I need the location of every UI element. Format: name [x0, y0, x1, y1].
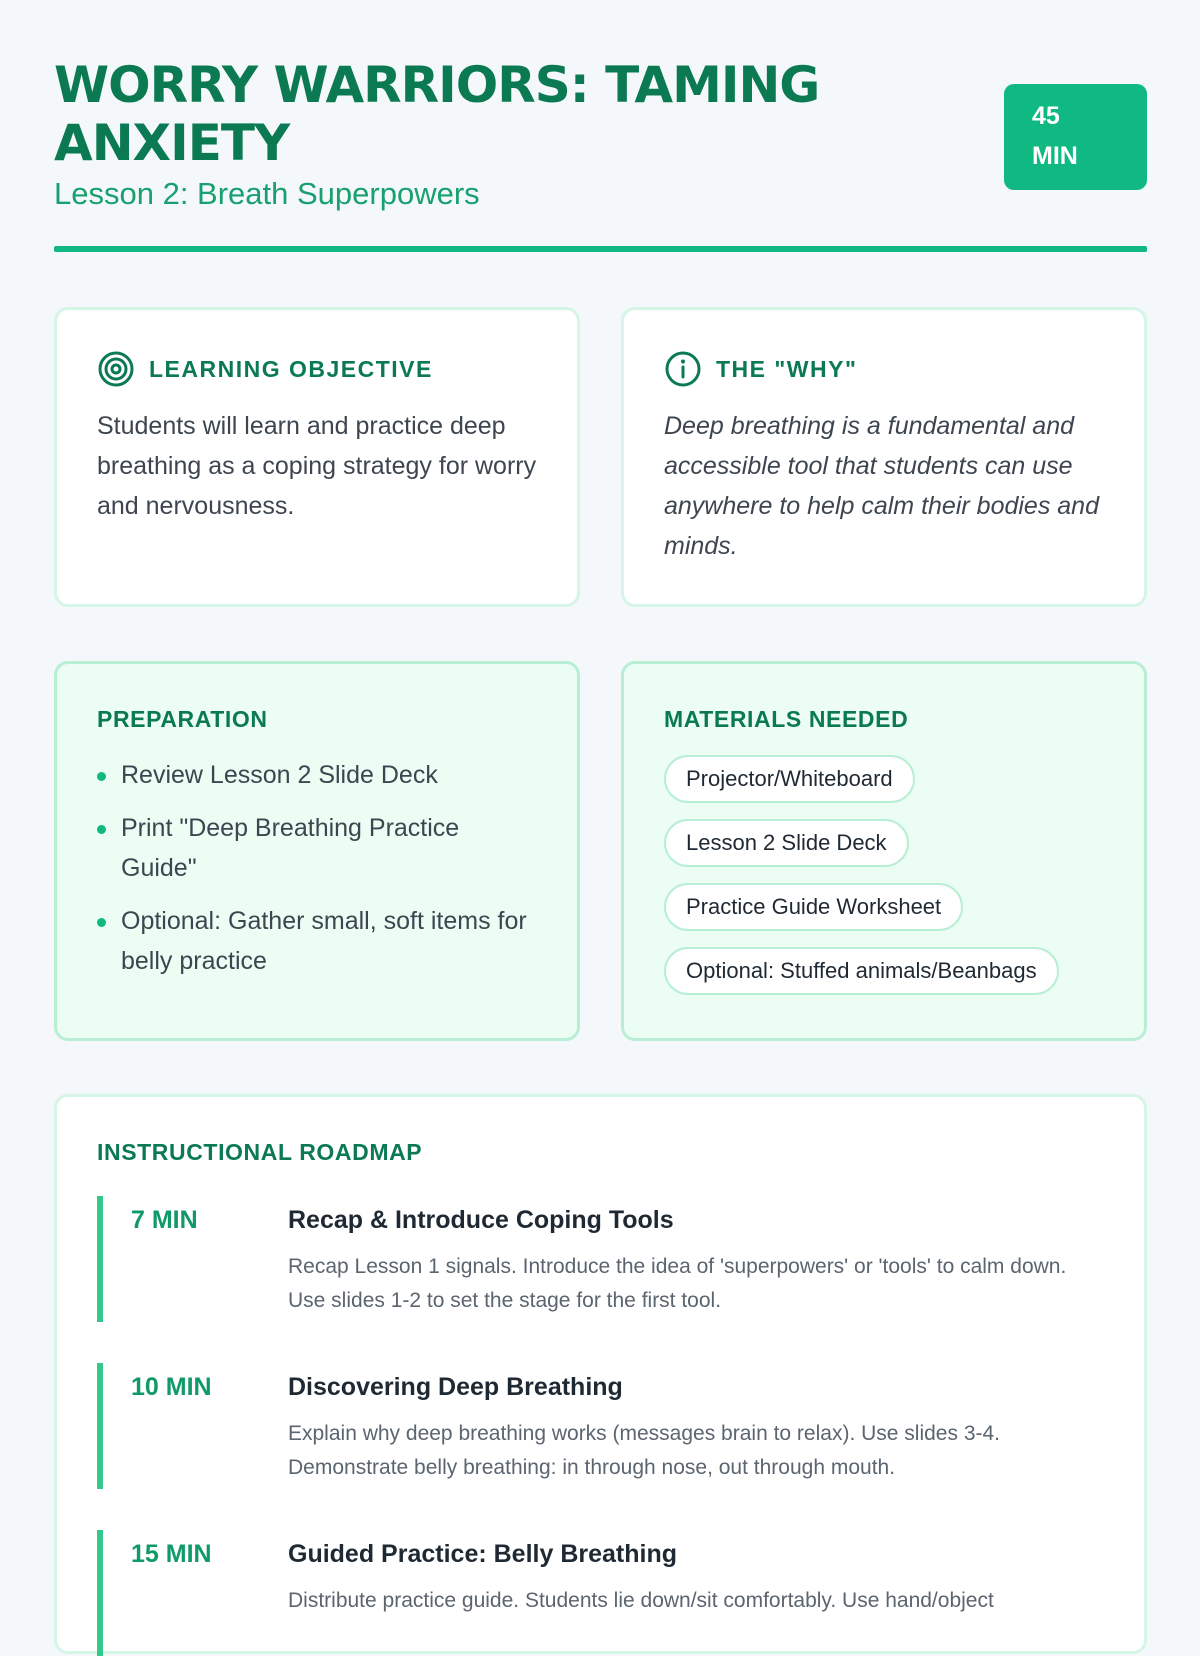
materials-heading: MATERIALS NEEDED	[664, 706, 909, 732]
list-item: Optional: Gather small, soft items for belly practice	[97, 901, 537, 981]
step-time: 15 MIN	[131, 1540, 212, 1568]
preparation-list	[97, 755, 537, 981]
preparation-card	[54, 661, 580, 1041]
page-title: WORRY WARRIORS: TAMING ANXIETY	[54, 56, 820, 172]
materials-card	[621, 661, 1147, 1041]
learning-objective-card	[54, 307, 580, 607]
why-title: THE "WHY"	[716, 355, 858, 382]
list-item: Review Lesson 2 Slide Deck	[97, 755, 537, 795]
step-time: 7 MIN	[131, 1206, 198, 1234]
instructional-roadmap-card	[54, 1094, 1147, 1654]
learning-objective-text: Students will learn and practice deep breathing as a coping strategy for worry and nervousness.	[97, 412, 537, 520]
material-chip: Practice Guide Worksheet	[664, 883, 963, 931]
why-heading	[664, 350, 1104, 388]
roadmap-step	[97, 1530, 1104, 1656]
roadmap-heading: INSTRUCTIONAL ROADMAP	[97, 1139, 423, 1165]
materials-chip-list	[664, 755, 1104, 995]
page-header	[54, 0, 1147, 254]
roadmap-step	[97, 1196, 1104, 1322]
step-description: Explain why deep breathing works (messages brain to relax). Use slides 3-4. Demonstrate belly breathing: in through nose, out through mouth.	[288, 1422, 1001, 1479]
duration-number: 45	[1032, 102, 1060, 130]
target-icon	[97, 350, 135, 388]
roadmap-step	[97, 1363, 1104, 1489]
why-card	[621, 307, 1147, 607]
why-text: Deep breathing is a fundamental and accessible tool that students can use anywhere to help calm their bodies and minds.	[664, 412, 1099, 560]
preparation-heading: PREPARATION	[97, 706, 268, 732]
step-description: Distribute practice guide. Students lie down/sit comfortably. Use hand/object	[288, 1589, 994, 1612]
list-item: Print "Deep Breathing Practice Guide"	[97, 808, 537, 888]
step-title: Discovering Deep Breathing	[288, 1373, 623, 1401]
duration-unit: MIN	[1032, 142, 1078, 170]
learning-objective-heading	[97, 350, 537, 388]
learning-objective-title: LEARNING OBJECTIVE	[149, 355, 433, 382]
step-description: Recap Lesson 1 signals. Introduce the idea of 'superpowers' or 'tools' to calm down. Use slides 1-2 to set the stage for the first tool.	[288, 1255, 1067, 1312]
step-title: Guided Practice: Belly Breathing	[288, 1540, 677, 1568]
duration-badge	[1004, 84, 1147, 190]
material-chip: Lesson 2 Slide Deck	[664, 819, 909, 867]
material-chip: Projector/Whiteboard	[664, 755, 915, 803]
step-title: Recap & Introduce Coping Tools	[288, 1206, 674, 1234]
info-icon	[664, 350, 702, 388]
header-divider	[54, 246, 1147, 252]
step-time: 10 MIN	[131, 1373, 212, 1401]
material-chip: Optional: Stuffed animals/Beanbags	[664, 947, 1059, 995]
roadmap-steps	[97, 1196, 1104, 1656]
lesson-subtitle: Lesson 2: Breath Superpowers	[54, 176, 480, 211]
lesson-plan	[54, 0, 1147, 1612]
